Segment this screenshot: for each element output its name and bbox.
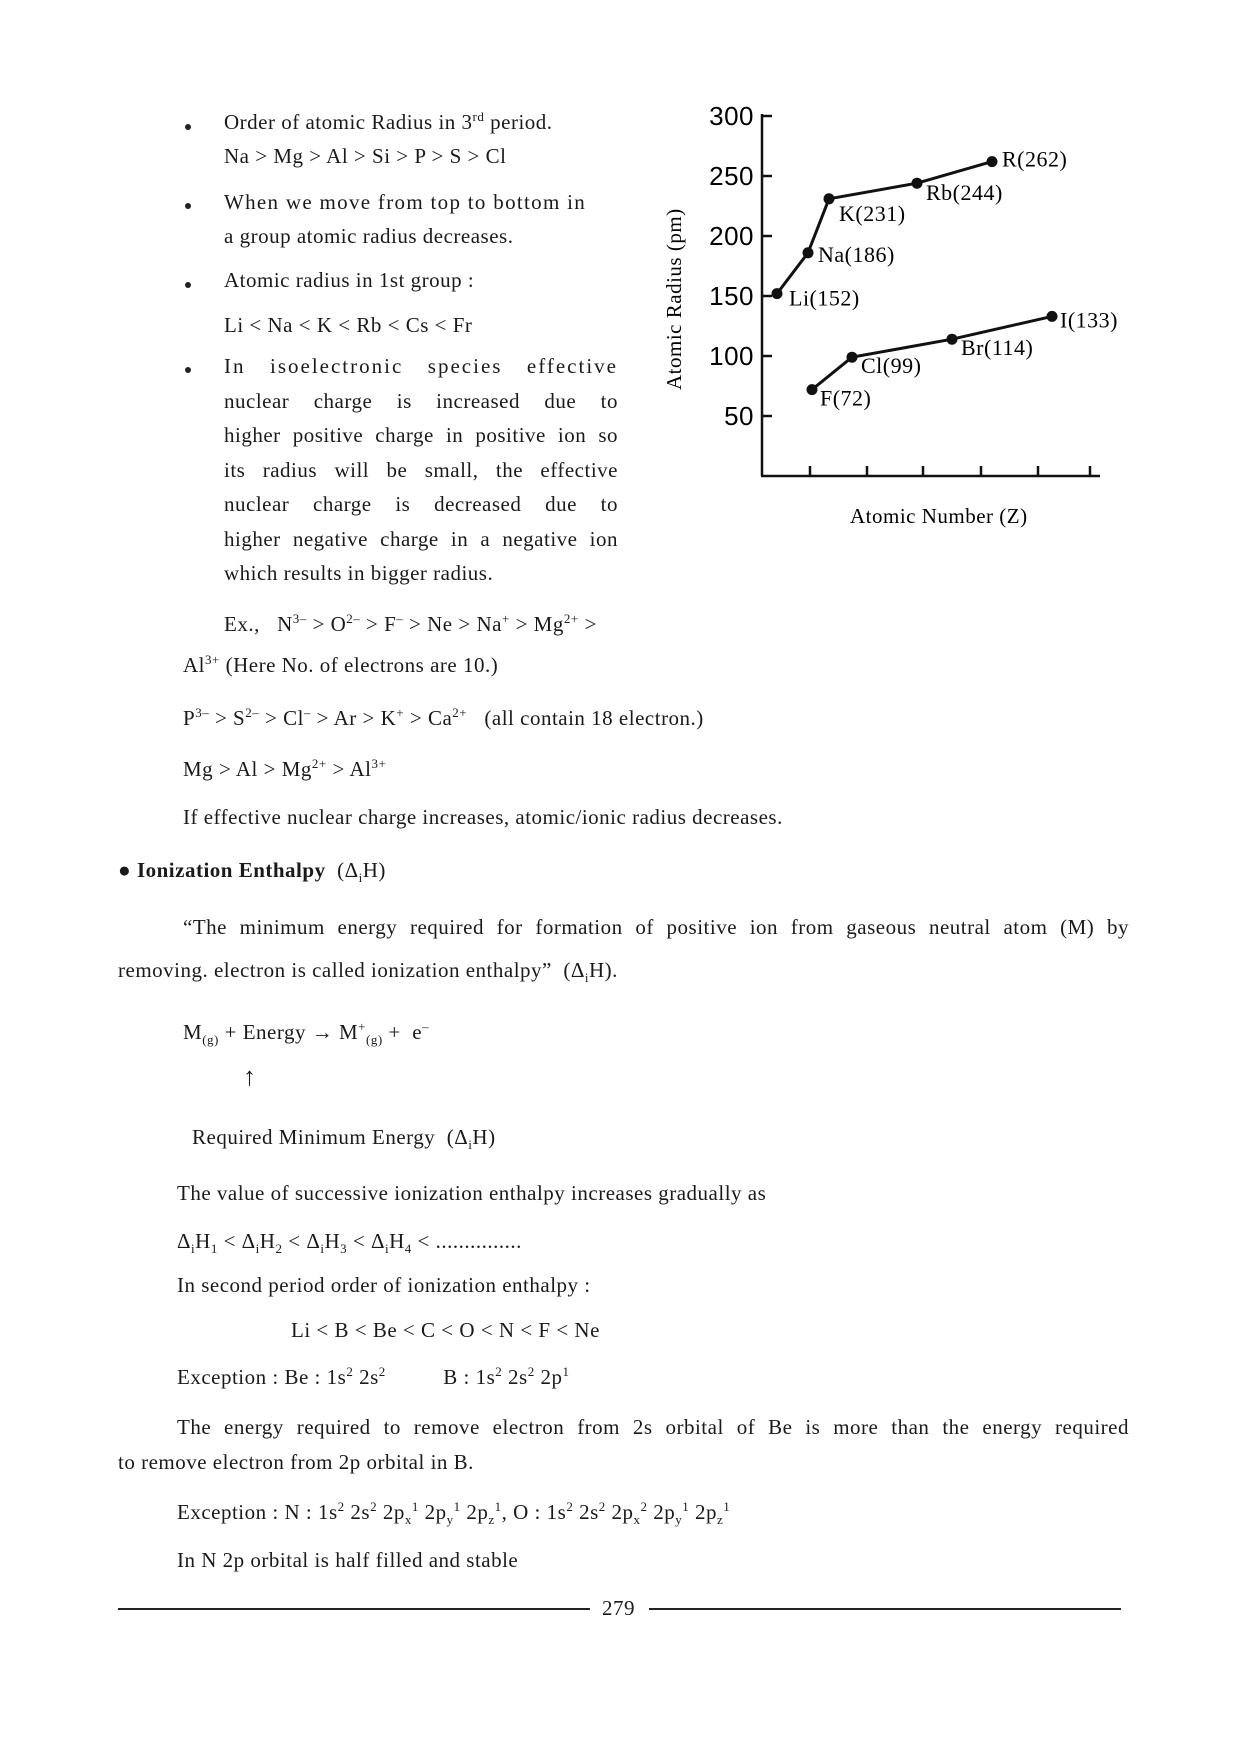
- data-label: Br(114): [961, 335, 1034, 361]
- bullet-line: nuclear charge is decreased due to: [224, 492, 618, 516]
- data-point: [912, 178, 923, 189]
- y-tick-label: 200: [709, 221, 754, 251]
- chart-series: [772, 147, 1118, 411]
- data-point: [807, 384, 818, 395]
- heading-bullet: ●: [118, 858, 132, 882]
- y-axis-label: Atomic Radius (pm): [662, 208, 686, 390]
- bullet-line: Li < Na < K < Rb < Cs < Fr: [224, 313, 473, 337]
- up-arrow-icon: ↑: [243, 1062, 257, 1091]
- bullet-line: When we move from top to bottom in: [224, 190, 587, 214]
- second-period-order: Li < B < Be < C < O < N < F < Ne: [291, 1318, 600, 1342]
- x-ticks: [810, 466, 1090, 476]
- bullet-line: higher positive charge in positive ion so: [224, 423, 618, 447]
- footer-rule-right: [649, 1608, 1121, 1610]
- bullet-line: which results in bigger radius.: [224, 561, 494, 585]
- definition-line: removing. electron is called ionization enthalpy” $(\Delta_iH)$.: [118, 958, 618, 985]
- data-label: I(133): [1060, 307, 1118, 333]
- successive-statement: The value of successive ionization enthalpy increases gradually as: [177, 1181, 767, 1205]
- bullet-line: In isoelectronic species effective: [224, 354, 618, 378]
- data-label: K(231): [839, 200, 906, 226]
- data-label: R(262): [1002, 146, 1068, 172]
- footer-rule-left: [118, 1608, 590, 1610]
- bullet-text: Order of atomic Radius in 3rd period.: [224, 109, 553, 134]
- example-line-mg: $Mg > Al > Mg^{2+} > Al^{3+}$: [183, 756, 387, 781]
- bullet-line: Atomic radius in 1st group :: [224, 268, 475, 292]
- x-axis-label: Atomic Number (Z): [850, 504, 1028, 528]
- data-label: F(72): [820, 385, 872, 411]
- data-point: [824, 193, 835, 204]
- data-point: [772, 288, 783, 299]
- energy-statement: The energy required to remove electron from 2s orbital of Be is more than the energy required: [177, 1415, 1129, 1439]
- data-point: [987, 156, 998, 167]
- bullet-line: a group atomic radius decreases.: [224, 224, 514, 248]
- y-tick-label: 250: [709, 161, 754, 191]
- page-number: 279: [602, 1596, 635, 1620]
- definition-line: “The minimum energy required for formation of positive ion from gaseous neutral atom (M) by: [183, 915, 1129, 939]
- bullet-line: nuclear charge is increased due to: [224, 388, 618, 413]
- data-point: [1047, 311, 1058, 322]
- successive-order: $\Delta_iH_1 < \Delta_iH_2 < \Delta_iH_3 < \Delta_iH_4$ < ...............: [177, 1229, 522, 1256]
- exception-be-b: Exception : Be : $1s^2$ $2s^2$ B : $1s^2$ $2s^2$ $2p^1$: [177, 1364, 570, 1389]
- y-tick-label: 150: [709, 281, 754, 311]
- section-title: Ionization Enthalpy: [136, 858, 326, 882]
- example-line-18-electrons: $P^{3-} > S^{2-} > Cl^- > Ar > K^+ > Ca^{2+}$ (all contain 18 electron.): [183, 705, 704, 730]
- half-filled-statement: In N 2p orbital is half filled and stable: [177, 1548, 519, 1572]
- section-heading: ● Ionization Enthalpy $(\Delta_iH)$: [118, 858, 386, 885]
- atomic-radius-chart: [0, 0, 1240, 560]
- y-tick-label: 300: [709, 101, 754, 131]
- required-energy-label: Required Minimum Energy $(\Delta_iH)$: [192, 1125, 496, 1152]
- second-period-statement: In second period order of ionization enthalpy :: [177, 1273, 591, 1297]
- energy-statement: to remove electron from 2p orbital in B.: [118, 1450, 474, 1474]
- bullet-line: higher negative charge in a negative ion: [224, 526, 618, 551]
- y-tick-label: 50: [724, 401, 754, 431]
- data-point: [803, 247, 814, 258]
- data-label: Rb(244): [926, 180, 1003, 206]
- data-label: Cl(99): [861, 353, 922, 379]
- data-point: [947, 334, 958, 345]
- example-line-10-electrons: Ex., $N^{3-} > O^{2-} > F^- > Ne > Na^+ > Mg^{2+}$ >: [224, 611, 597, 636]
- bullet-line: its radius will be small, the effective: [224, 457, 618, 482]
- data-label: Na(186): [818, 241, 895, 267]
- exception-n-o: Exception : N : $1s^2$ $2s^2$ $2p_x^1$ $2p_y^1$ $2p_z^1$, O : $1s^2$ $2s^2$ $2p_x^2$ $2p_y^1$ $2p_z^1$: [177, 1499, 731, 1527]
- y-tick-label: 100: [709, 341, 754, 371]
- bullet-line: Na > Mg > Al > Si > P > S > Cl: [224, 144, 507, 168]
- ionization-equation: $M_{(g)}$ + Energy → $M^+_{(g)} + e^-$: [183, 1019, 430, 1047]
- example-line-al: $Al^{3+}$ (Here No. of electrons are 10.): [183, 652, 499, 677]
- data-label: Li(152): [789, 285, 860, 311]
- data-point: [847, 352, 858, 363]
- effective-charge-statement: If effective nuclear charge increases, atomic/ionic radius decreases.: [183, 805, 783, 829]
